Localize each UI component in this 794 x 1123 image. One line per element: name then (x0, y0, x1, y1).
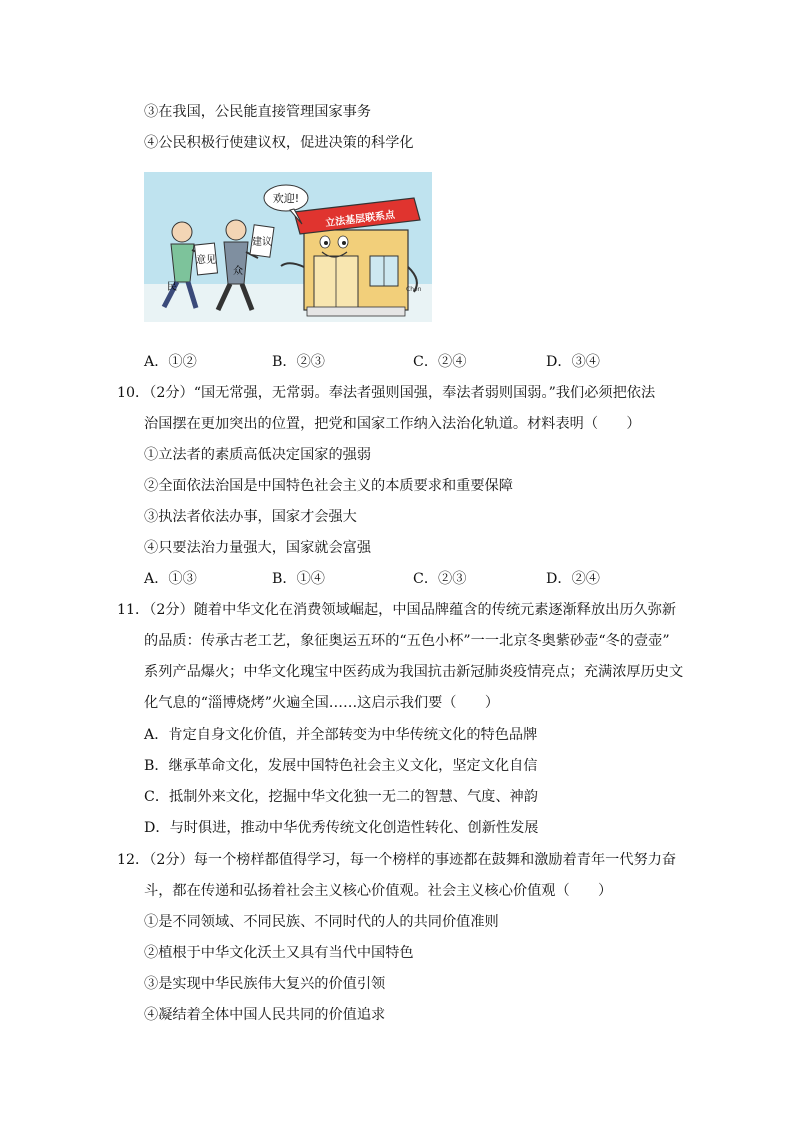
q12-stem-line-2: 斗，都在传递和弘扬着社会主义核心价值观。社会主义核心价值观（ ） (144, 883, 613, 899)
q10-statement-4: ④只要法治力量强大，国家就会富强 (144, 540, 372, 556)
q10-stem-line-2: 治国摆在更加突出的位置，把党和国家工作纳入法治化轨道。材料表明（ ） (144, 416, 641, 432)
q9-option-a: A．①② (144, 354, 197, 370)
q9-option-b: B．②③ (272, 354, 325, 370)
q10-option-a: A．①③ (144, 571, 197, 587)
q10-option-d: D．②④ (546, 571, 600, 587)
q11-option-a: A．肯定自身文化价值，并全部转变为中华传统文化的特色品牌 (144, 727, 538, 743)
q11-option-d: D．与时俱进，推动中华优秀传统文化创造性转化、创新性发展 (144, 820, 539, 836)
q10-statement-3: ③执法者依法办事，国家才会强大 (144, 509, 357, 525)
q9-option-c: C．②④ (413, 354, 467, 370)
q12-statement-4: ④凝结着全体中国人民共同的价值追求 (144, 1007, 386, 1023)
artist-signature: Chen (406, 286, 422, 293)
cartoon-illustration (144, 172, 432, 322)
building-sign: 立法基层联系点 (324, 209, 396, 230)
sign-1-text: 意见 (196, 255, 216, 266)
q11-option-b: B．继承革命文化，发展中国特色社会主义文化，坚定文化自信 (144, 758, 538, 774)
q10-statement-1: ①立法者的素质高低决定国家的强弱 (144, 447, 372, 463)
q11-stem-line-4: 化气息的“淄博烧烤”火遍全国……这启示我们要（ ） (144, 695, 500, 711)
q12-statement-3: ③是实现中华民族伟大复兴的价值引领 (144, 976, 386, 992)
q11-option-c: C．抵制外来文化，挖掘中华文化独一无二的智慧、气度、神韵 (144, 789, 538, 805)
q10-option-b: B．①④ (272, 571, 325, 587)
shirt-2-text: 众 (233, 266, 243, 277)
q11-stem-line-1: 11．（2分）随着中华文化在消费领域崛起，中国品牌蕴含的传统元素逐渐释放出历久弥新 (117, 602, 677, 618)
q12-stem-line-1: 12．（2分）每一个榜样都值得学习，每一个榜样的事迹都在鼓舞和激励着青年一代努力奋 (117, 852, 677, 868)
q10-option-c: C．②③ (413, 571, 467, 587)
q9-option-d: D．③④ (546, 354, 600, 370)
sign-2-text: 建议 (252, 237, 272, 248)
statement-3: ③在我国，公民能直接管理国家事务 (144, 104, 372, 120)
q11-stem-line-2: 的品质：传承古老工艺，象征奥运五环的“五色小杯”一一北京冬奥紫砂壶“冬的壹壶” (144, 633, 670, 649)
q12-statement-2: ②植根于中华文化沃土又具有当代中国特色 (144, 945, 414, 961)
q12-statement-1: ①是不同领域、不同民族、不同时代的人的共同价值准则 (144, 914, 499, 930)
shirt-1-text: 民 (167, 282, 177, 293)
q10-stem-line-1: 10．（2分）“国无常强，无常弱。奉法者强则国强，奉法者弱则国弱。”我们必须把依法 (117, 385, 656, 401)
statement-4: ④公民积极行使建议权，促进决策的科学化 (144, 135, 414, 151)
speech-bubble-text: 欢迎! (272, 192, 300, 205)
q11-stem-line-3: 系列产品爆火；中华文化瑰宝中医药成为我国抗击新冠肺炎疫情亮点；充满浓厚历史文 (144, 664, 684, 680)
q10-statement-2: ②全面依法治国是中国特色社会主义的本质要求和重要保障 (144, 478, 513, 494)
